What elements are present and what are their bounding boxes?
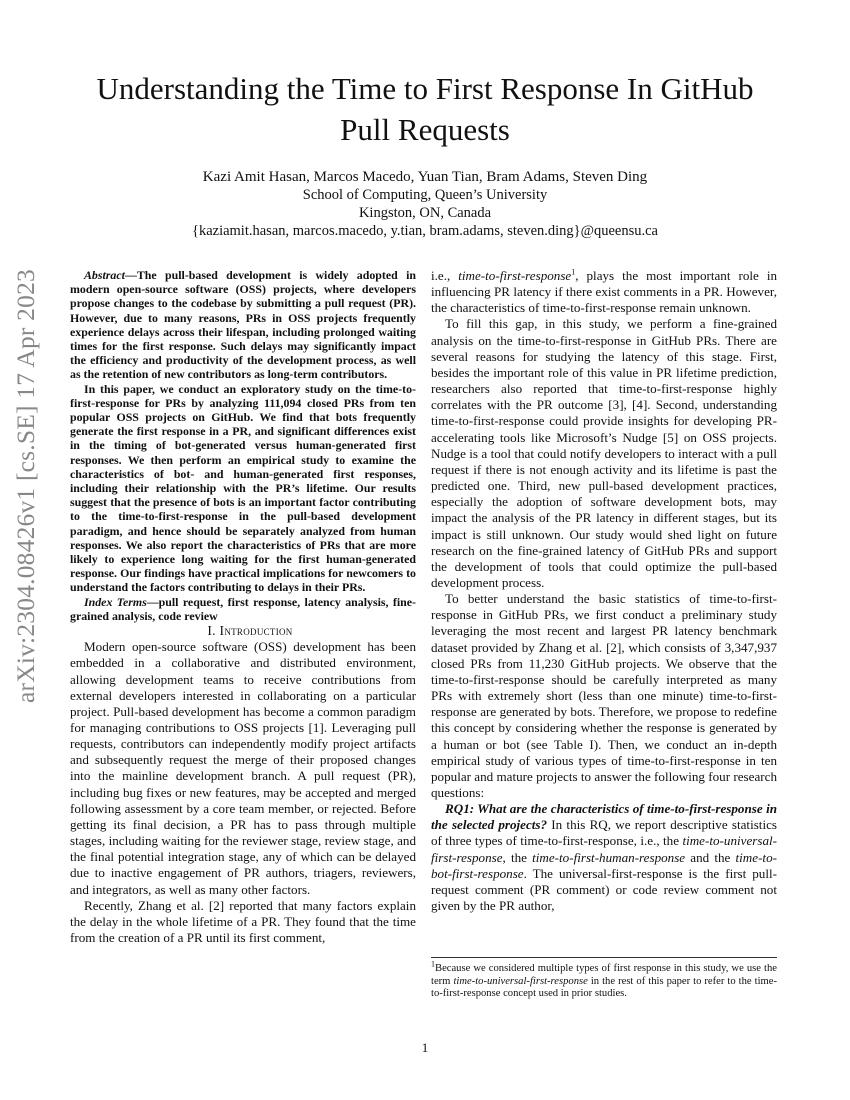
- right-p1-start: i.e.,: [431, 268, 459, 283]
- footnote-term: time-to-universal-first-response: [453, 975, 588, 987]
- intro-paragraph-2: Recently, Zhang et al. [2] reported that many factors explain the delay in the whole lifetime of a PR. They found that the time from the creation of a PR until its first comment,: [70, 897, 416, 946]
- rq1-paragraph: [431, 801, 777, 914]
- footnote: [431, 957, 777, 1001]
- right-paragraph-2: To fill this gap, in this study, we perform a fine-grained analysis on the time-to-first-response in GitHub PRs. There are several reasons for studying the latency of this stage. First, besides the important role of this value in PR lifetime prediction, researchers also reported that time-to-first-response highly correlates with the PR outcome [3], [4]. Second, understanding time-to-first-response could provide insights for developing PR-accelerating tools like Microsoft’s Nudge [5] on OSS projects. Nudge is a tool that could notify developers to interact with a pull request if there is not enough activity and its lifetime is past the predicted one. Third, new pull-based development practices, especially the adoption of software development bots, may impact the analysis of the PR latency in different stages, but its impact is still unknown. Our study would shed light on future research on the fine-grained latency of GitHub PRs and support the development of tools that could optimize the pull-based development process.: [431, 316, 777, 590]
- abstract-paragraph-2: In this paper, we conduct an exploratory study on the time-to-first-response for PRs by analyzing 111,094 closed PRs from ten popular OSS projects on GitHub. We find that bots frequently generate the first response in a PR, and significant differences exist in the timing of bot-generated versus human-generated first responses. We then perform an empirical study to examine the characteristics of bot- and human-generated first responses, including their relationship with the PR’s lifetime. Our results suggest that the presence of bots is an important factor contributing to the time-to-first-response in the pull-based development paradigm, and hence should be separately analyzed from human responses. We also report the characteristics of PRs that are more likely to experience long waiting for the first human-generated response. Our findings have practical implications for newcomers to understand the factors contributing to delays in their PRs.: [70, 381, 416, 595]
- footnote-text-a: Because we considered multiple types of first response in this study, we use the term: [431, 963, 777, 987]
- author-block: [80, 168, 770, 240]
- rq1-term-3: time-to-bot-first-response: [431, 849, 777, 881]
- index-terms-label: Index Terms: [84, 594, 147, 609]
- footnote-ref[interactable]: 1: [571, 267, 576, 277]
- right-p1-rest: , plays the most important role in influencing PR latency if there exist comments in a PR. However, the characteristics of time-to-first-response remain unknown.: [431, 268, 778, 316]
- rq1-term-2: time-to-first-human-response: [532, 849, 686, 865]
- page-number: 1: [421, 1040, 429, 1055]
- author-names: Kazi Amit Hasan, Marcos Macedo, Yuan Tian, Bram Adams, Steven Ding: [202, 169, 648, 185]
- section-heading-introduction: I. Introduction: [207, 623, 293, 639]
- emails: {kaziamit.hasan, marcos.macedo, y.tian, bram.adams, steven.ding}@queensu.ca: [191, 223, 658, 239]
- index-terms: [70, 595, 416, 623]
- rq1-text-c: and the: [685, 849, 736, 865]
- right-paragraph-3: To better understand the basic statistics of time-to-first-response in GitHub PRs, we first conduct a preliminary study leveraging the most recent and largest PR latency benchmark dataset provided by Zhang et al. [2], which consists of 3,347,937 closed PRs from 11,230 GitHub projects. We observe that the time-to-first-response should be carefully interpreted as many PRs with extremely short (less than one minute) time-to-first-response are generated by bots. Therefore, we propose to redefine this concept by considering whether the response is generated by a human or bot (see Table I). Then, we conduct an in-depth empirical study of various types of time-to-first-response in ten popular and mature projects to answer the following four research questions:: [431, 591, 777, 800]
- footnote-text-b: in the rest of this paper to refer to the time-to-first-response concept used in prior studies.: [431, 975, 778, 1000]
- rq1-label: RQ1: What are the characteristics of time-to-first-response in the selected projects?: [431, 801, 777, 833]
- rq1-term-1: time-to-universal-first-response: [431, 833, 777, 865]
- rq1-text-a: In this RQ, we report descriptive statistics of three types of time-to-first-response, i.e., the: [431, 817, 777, 849]
- rq1-text-b: , the: [502, 849, 533, 865]
- paper-title: Understanding the Time to First Response In GitHub Pull Requests: [96, 71, 754, 147]
- abstract-label: Abstract: [84, 268, 125, 282]
- abstract: [70, 268, 416, 623]
- footnote-mark: 1: [431, 959, 435, 969]
- location: Kingston, ON, Canada: [358, 205, 492, 221]
- abstract-paragraph-1: [70, 268, 416, 382]
- affiliation: School of Computing, Queen’s University: [302, 187, 548, 203]
- rq1-text-d: . The universal-first-response is the first pull-request comment (PR comment) or code review comment not given by the PR author,: [431, 865, 777, 914]
- right-paragraph-1: [431, 268, 777, 316]
- left-column: [70, 268, 416, 946]
- abstract-text-1: —The pull-based development is widely adopted in modern open-source software (OSS) projects, where developers propose changes to the codebase by submitting a pull request (PR). However, due to many reasons, PRs in OSS projects frequently experience delays across their lifespan, including prolonged waiting times for the first response. Such delays may significantly impact the efficiency and productivity of the development process, as well as the retention of new contributors as long-term contributors.: [70, 268, 416, 382]
- arxiv-identifier: arXiv:2304.08426v1 [cs.SE] 17 Apr 2023: [11, 269, 40, 703]
- right-p1-term: time-to-first-response: [458, 268, 572, 283]
- right-column: [431, 268, 777, 914]
- intro-paragraph-1: Modern open-source software (OSS) development has been embedded in a collaborative and distributed environment, allowing development teams to receive contributions from external developers interested in collaborating on a particular project. Pull-based development has become a common paradigm for managing contributions to OSS projects [1]. Leveraging pull requests, contributors can independently modify project artifacts and subsequently request the merge of their proposed changes into the mainline development branch. A pull request (PR), including bug fixes or new features, may be accepted and merged following assessment by a core team member, or rejected. Before getting its final decision, a PR has to pass through multiple stages, including waiting for the reviewer stage, review stage, and the final potential integration stage, any of which can be delayed due to inactive engagement of PR authors, triagers, reviewers, and integrators, as well as many other factors.: [70, 639, 416, 897]
- index-terms-text: —pull request, first response, latency analysis, fine-grained analysis, code review: [70, 594, 417, 623]
